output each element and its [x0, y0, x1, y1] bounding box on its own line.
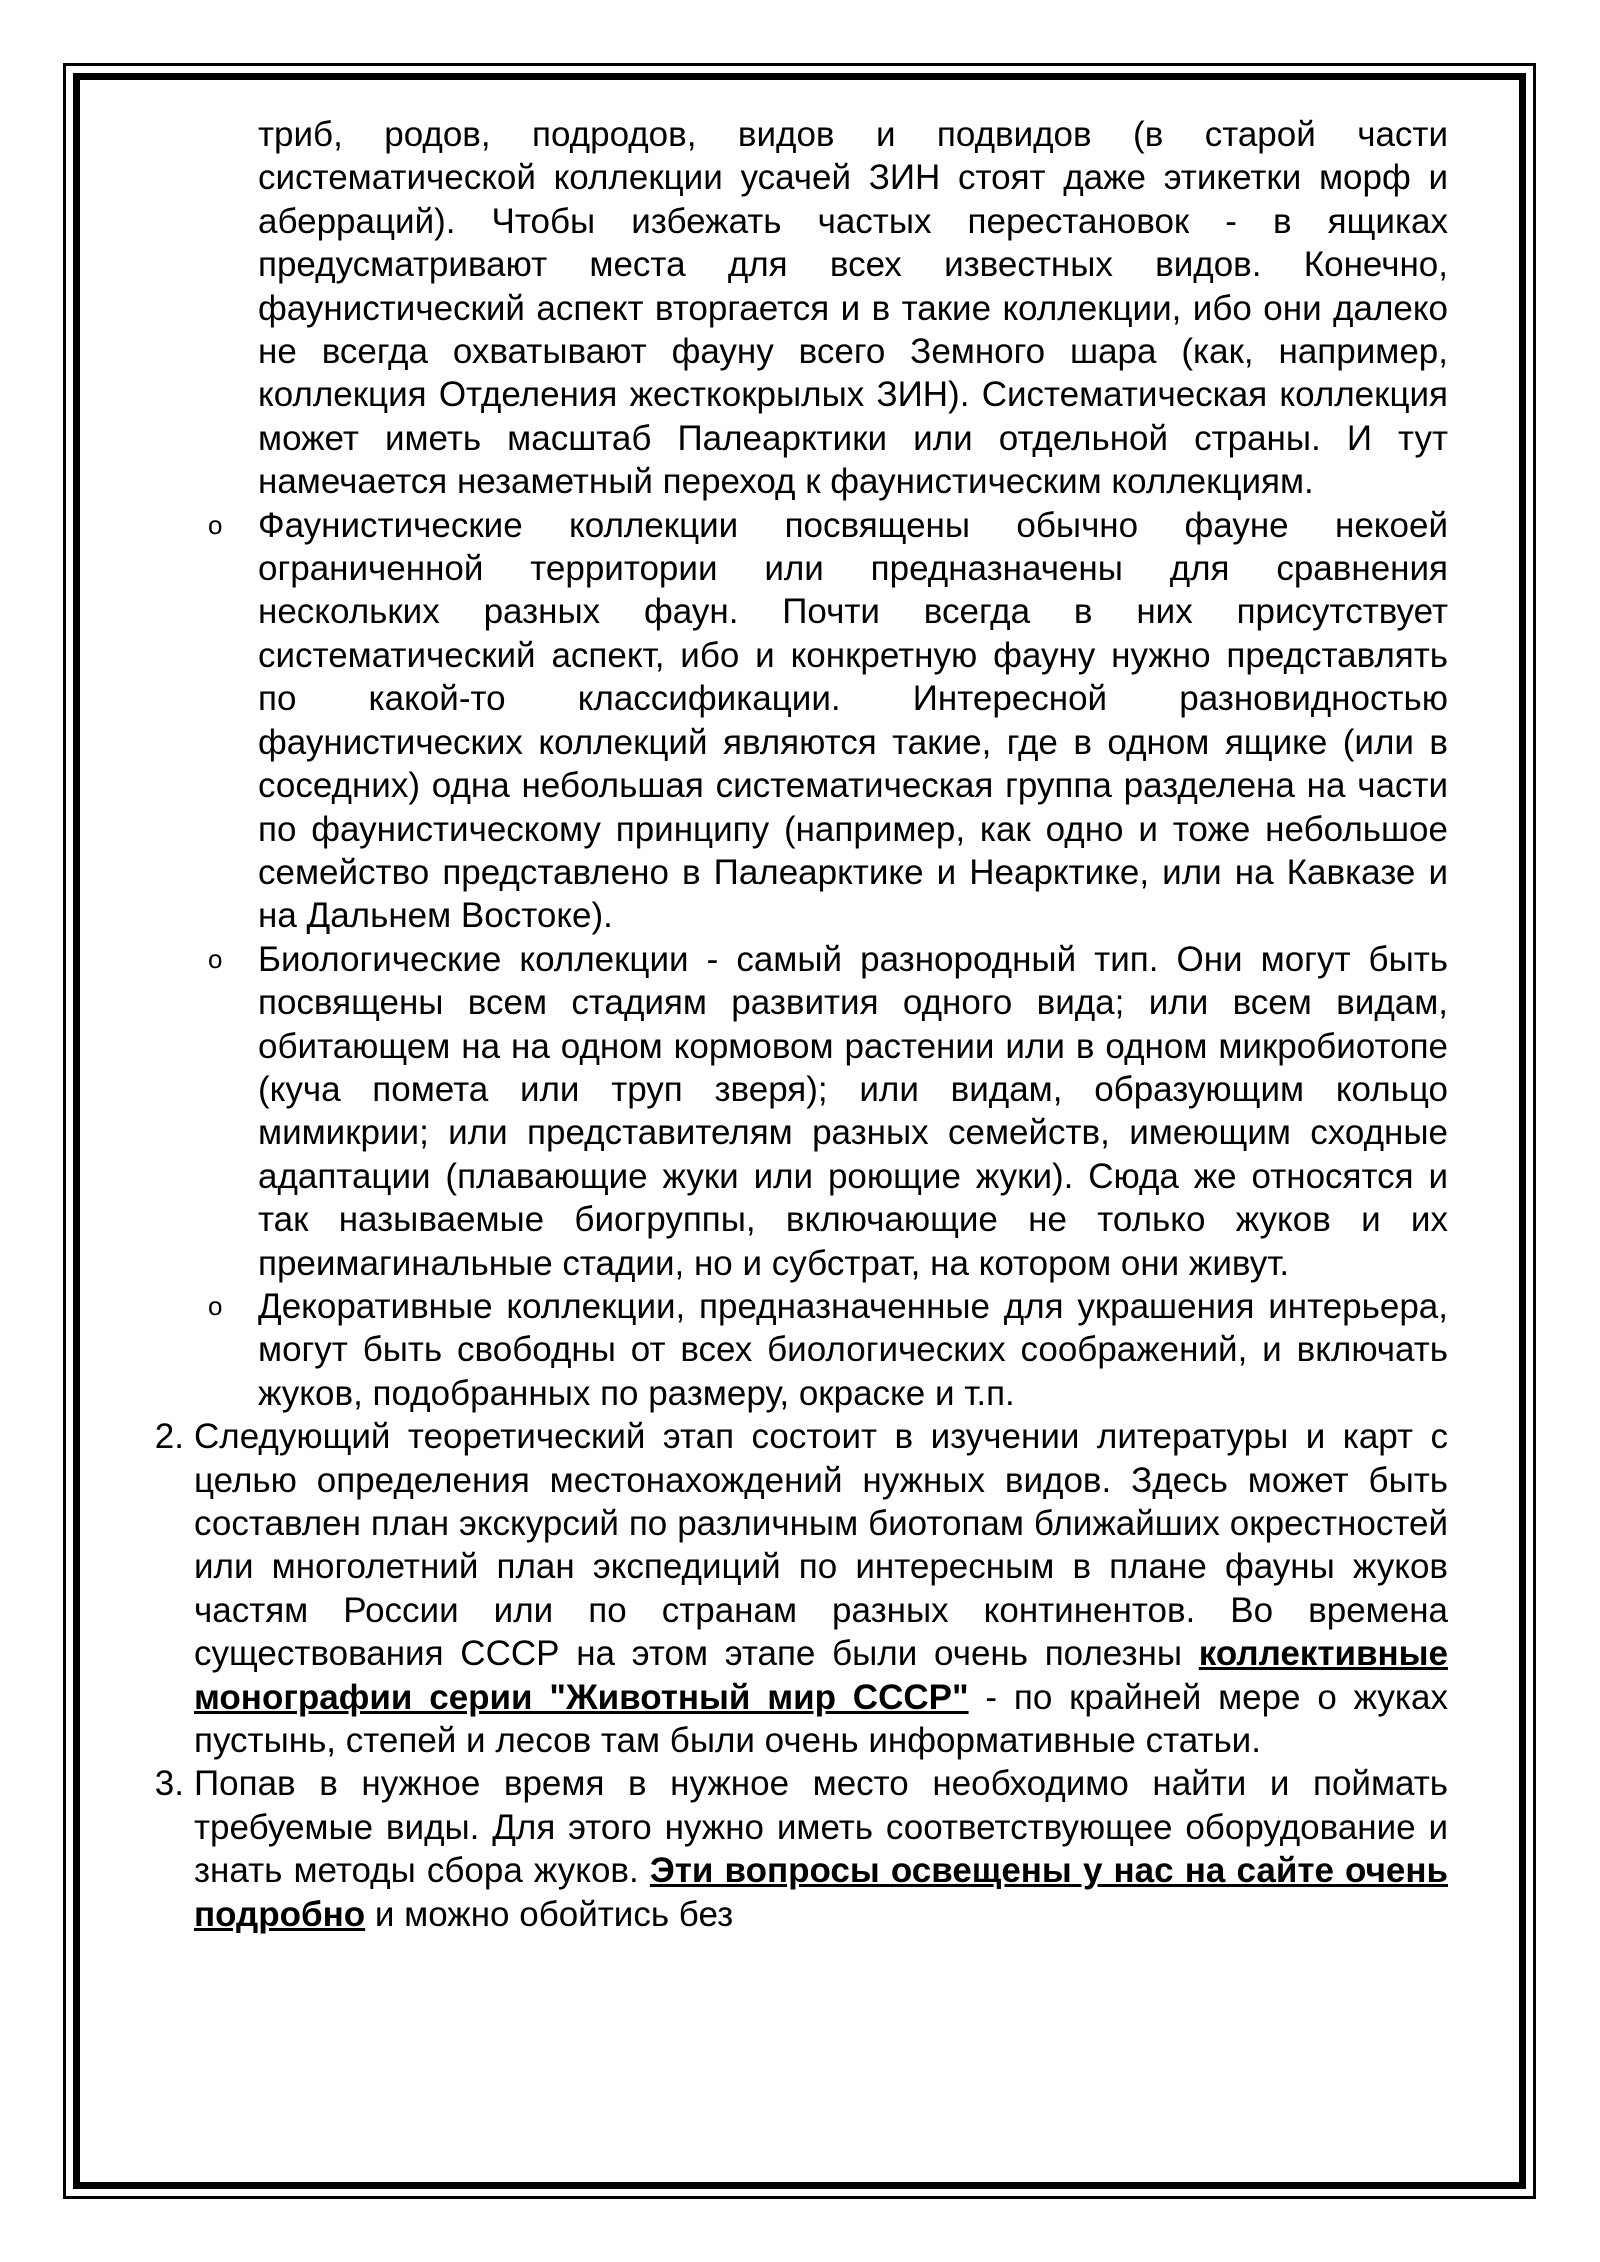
- numbered-item-3: [154, 1762, 1449, 1936]
- bullet-marker: o: [208, 509, 223, 540]
- text-before-link: Попав в нужное время в нужное место необходимо найти и поймать требуемые виды. Для этого нужно иметь соответствующее оборудование и знать методы сбора жуков.: [194, 1764, 1448, 1891]
- continuation-paragraph: триб, родов, подродов, видов и подвидов (в старой части систематической коллекции усачей ЗИН стоят даже этикетки морф и аберраций). Чтобы избежать частых перестановок - в ящиках предусматривают места для всех известных видов. Конечно, фаунистический аспект вторгается и в такие коллекции, ибо они далеко не всегда охватывают фауну всего Земного шара (как, например, коллекция Отделения жесткокрылых ЗИН). Систематическая коллекция может иметь масштаб Палеарктики или отдельной страны. И тут намечается незаметный переход к фаунистическим коллекциям.: [258, 115, 1448, 502]
- monographs-link[interactable]: коллективные монографии серии "Животный мир СССР": [194, 1634, 1448, 1717]
- numbered-item-2: [154, 1415, 1448, 1762]
- numbered-item-text: [194, 1415, 1448, 1762]
- sub-list-item-text: Биологические коллекции - самый разнородный тип. Они могут быть посвящены всем стадиям развития одного вида; или всем видам, обитающем на на одном кормовом растении или в одном микробиотопе (куча помета или труп зверя); или видам, образующим кольцо мимикрии; или представителям разных семейств, имеющим сходные адаптации (плавающие жуки или роющие жуки). Сюда же относятся и так называемые биогруппы, включающие не только жуков и их преимагинальные стадии, но и субстрат, на котором они живут.: [258, 939, 1448, 1283]
- site-methods-link[interactable]: Эти вопросы освещены у нас на сайте очень подробно: [194, 1851, 1449, 1934]
- item-number: 2.: [154, 1417, 184, 1457]
- sub-list-item-decorative: [208, 1285, 1448, 1415]
- item-number: 3.: [154, 1764, 184, 1804]
- document-body: [0, 113, 1600, 1936]
- text-before-link: Следующий теоретический этап состоит в изучении литературы и карт с целью определения местонахождений нужных видов. Здесь может быть составлен план экскурсий по различным биотопам ближайших окрестностей или многолетний план экспедиций по интересным в плане фауны жуков частям России или по странам разных континентов. Во времена существования СССР на этом этапе были очень полезны: [194, 1417, 1448, 1674]
- sub-list-item-biological: [208, 938, 1448, 1285]
- bullet-marker: o: [208, 943, 223, 974]
- sub-list-item-text: Фаунистические коллекции посвящены обычно фауне некоей ограниченной территории или предназначены для сравнения нескольких разных фаун. Почти всегда в них присутствует систематический аспект, ибо и конкретную фауну нужно представлять по какой-то классификации. Интересной разновидностью фаунистических коллекций являются такие, где в одном ящике (или в соседних) одна небольшая систематическая группа разделена на части по фаунистическому принципу (например, как одно и тоже небольшое семейство представлено в Палеарктике и Неарктике, или на Кавказе и на Дальнем Востоке).: [258, 505, 1448, 936]
- sub-list-item-text: Декоративные коллекции, предназначенные для украшения интерьера, могут быть свободны от всех биологических соображений, и включать жуков, подобранных по размеру, окраске и т.п.: [258, 1286, 1448, 1413]
- sub-list-item-faunistic: [208, 504, 1448, 938]
- text-after-link: - по крайней мере о жуках пустынь, степей и лесов там были очень информативные статьи.: [194, 1677, 1448, 1761]
- numbered-item-text: [194, 1762, 1448, 1936]
- text-after-link: и можно обойтись без: [365, 1894, 734, 1934]
- bullet-marker: o: [208, 1290, 223, 1321]
